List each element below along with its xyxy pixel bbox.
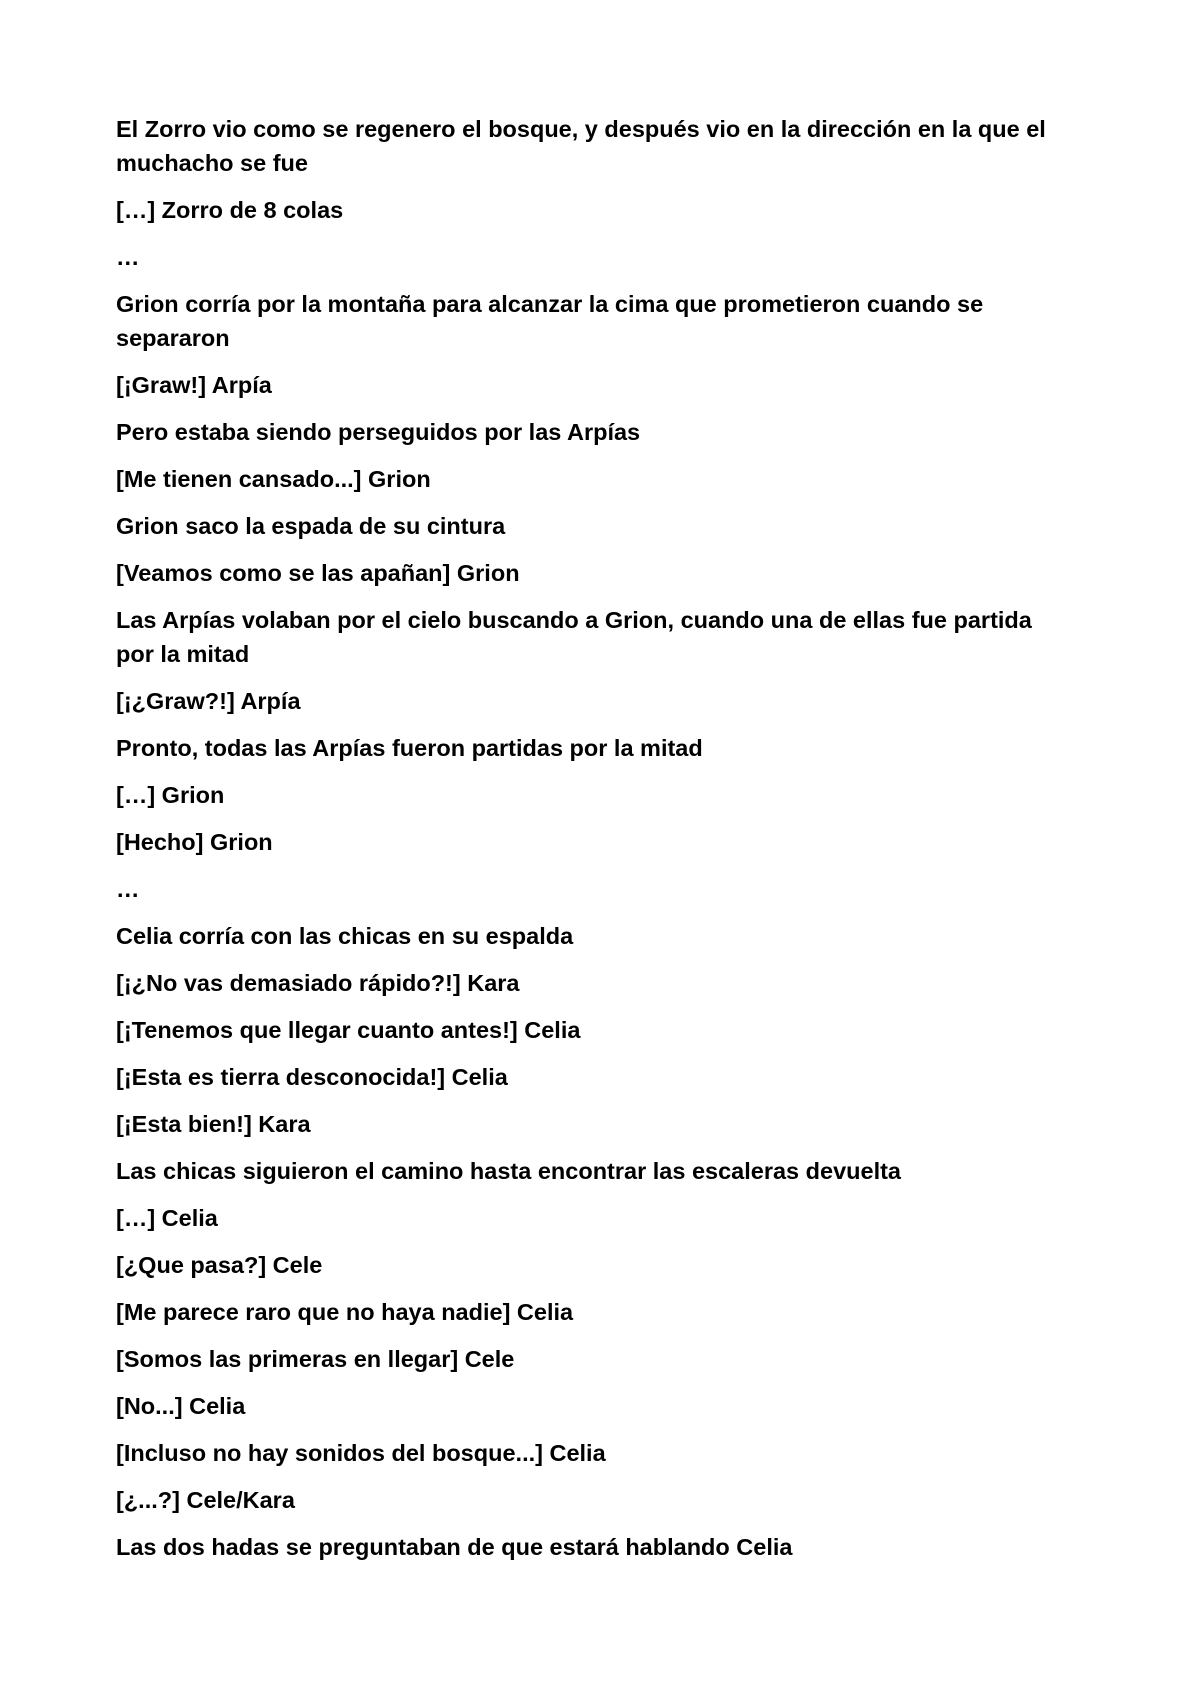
paragraph: […] Grion (116, 782, 225, 808)
document-body (116, 112, 1076, 1577)
paragraph: [¡¿Graw?!] Arpía (116, 688, 301, 714)
paragraph: [Incluso no hay sonidos del bosque...] Celia (116, 1440, 606, 1466)
paragraph: [¡Tenemos que llegar cuanto antes!] Celia (116, 1017, 581, 1043)
paragraph: [Me tienen cansado...] Grion (116, 466, 431, 492)
paragraph: Grion corría por la montaña para alcanzar la cima que prometieron cuando se separaron (116, 291, 984, 351)
paragraph: Las chicas siguieron el camino hasta encontrar las escaleras devuelta (116, 1158, 902, 1184)
paragraph: … (116, 244, 140, 270)
paragraph: El Zorro vio como se regenero el bosque, y después vio en la dirección en la que el muchacho se fue (116, 116, 1046, 176)
paragraph: [¿...?] Cele/Kara (116, 1487, 295, 1513)
paragraph: … (116, 876, 140, 902)
paragraph: Pero estaba siendo perseguidos por las Arpías (116, 419, 641, 445)
paragraph: Celia corría con las chicas en su espalda (116, 923, 574, 949)
paragraph: […] Celia (116, 1205, 218, 1231)
paragraph: Las dos hadas se preguntaban de que estará hablando Celia (116, 1534, 793, 1560)
paragraph: [¡Esta es tierra desconocida!] Celia (116, 1064, 508, 1090)
paragraph: Pronto, todas las Arpías fueron partidas por la mitad (116, 735, 703, 761)
paragraph: [¡¿No vas demasiado rápido?!] Kara (116, 970, 520, 996)
paragraph: [Veamos como se las apañan] Grion (116, 560, 520, 586)
paragraph: Grion saco la espada de su cintura (116, 513, 506, 539)
paragraph: [Somos las primeras en llegar] Cele (116, 1346, 515, 1372)
paragraph: [Hecho] Grion (116, 829, 273, 855)
paragraph: [Me parece raro que no haya nadie] Celia (116, 1299, 574, 1325)
paragraph: [No...] Celia (116, 1393, 246, 1419)
paragraph: [¿Que pasa?] Cele (116, 1252, 323, 1278)
paragraph: [¡Graw!] Arpía (116, 372, 272, 398)
paragraph: […] Zorro de 8 colas (116, 197, 344, 223)
paragraph: Las Arpías volaban por el cielo buscando a Grion, cuando una de ellas fue partida por la mitad (116, 607, 1032, 667)
paragraph: [¡Esta bien!] Kara (116, 1111, 311, 1137)
